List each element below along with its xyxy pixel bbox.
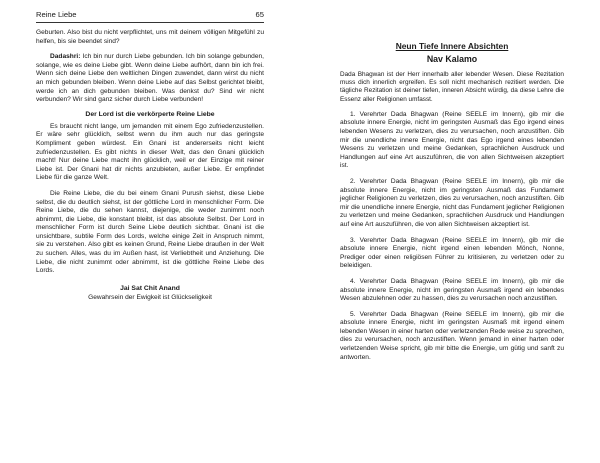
signature-subtitle: Gewahrsein der Ewigkeit ist Glückseligkeit [88,293,212,301]
right-page [300,0,600,463]
intro-paragraph: Dada Bhagwan ist der Herr innerhalb aller lebender Wesen. Diese Rezitation muss dich innerlich ergreifen. Es soll nicht mechanisch rezitiert werden. Die tägliche Rezitation ist deiner tiefen, inneren Absicht würdig, da diese Lehre die Essenz aller Religionen umfasst. [340,71,564,103]
section-title: Der Lord ist die verkörperte Reine Liebe [85,110,215,118]
paragraph: Es braucht nicht lange, um jemanden mit einem Ego zufriedenzustellen. Er wäre sehr glücklich, selbst wenn du ihm auch nur das geringste Kompliment geben würdest. Ein Gnani ist andererseits nicht leicht zufriedenzustellen. Es gibt nichts in dieser Welt, das den Gnani glücklich macht! Nur deine Liebe macht ihn glücklich, weil er der Einzige mit reiner Liebe ist. Der Gnani hat dir nichts anzubieten, außer Liebe. Er empfindet Liebe für die ganze Welt. [36,122,264,182]
page-number: 65 [255,10,264,19]
paragraph: Die Reine Liebe, die du bei einem Gnani Purush siehst, diese Liebe selbst, die du deutlich siehst, ist der göttliche Lord in menschlicher Form. Die Reine Liebe, die du sehen kannst, diejenige, die weder zunimmt noch abnimmt, die Liebe, die konstant bleibt, ist das absolute Selbst. Der Lord in menschlicher Form ist durch Seine Liebe deutlich sichtbar. Gnani ist die unsichtbare, subtile Form des Lords, welche einige Zeit in Anspruch nimmt, sie zu verstehen. Also gibt es keinen Grund, Reine Liebe draußen in der Welt zu suchen. Alles, was du im Außen hast, ist Verliebtheit und Anziehung. Die Liebe, die nicht zunimmt oder abnimmt, ist die göttliche Reine Liebe des Lords. [36,189,264,275]
chapter-subtitle: Nav Kalamo [426,54,478,64]
intention-item-1: 1. Verehrter Dada Bhagwan (Reine SEELE im Innern), gib mir die absolute innere Energie, nicht im geringsten Ausmaß das Ego irgend eines lebenden Wesens zu verletzen, dies zu verursachen, noch anzustiften. Gib mir die unendliche innere Energie, nicht das Ego irgend eines lebenden Wesens zu verletzen und meine Gedanken, sprachlichen Ausdruck und Handlungen auf eine Art auszuführen, die von allen Sichtweisen akzeptiert ist. [340,110,564,170]
intention-item-3: 3. Verehrter Dada Bhagwan (Reine SEELE im Innern), gib mir die absolute innere Energie, nicht irgend einen lebenden Mönch, Nonne, Prediger oder einen religiösen Führer zu kritisieren, zu verletzen oder zu beleidigen. [340,236,564,270]
intention-item-5: 5. Verehrter Dada Bhagwan (Reine SEELE im Innern), gib mir die absolute innere Energie, nicht im geringsten Ausmaß mit irgend einem lebenden Wesen in einer harten oder verletzenden Rede weise zu sprechen, dies zu verursachen, noch anzustiften. Wenn jemand in einer harten oder verletzenden Weise spricht, gib mir bitte die Energie, um gütig und sanft zu antworten. [340,310,564,361]
paragraph-text: Ich bin nur durch Liebe gebunden. Ich bin solange gebunden, solange, wie es deine Liebe gibt. Wenn deine Liebe aufhört, dann bin ich frei. Wenn sich deine Liebe den weltlichen Dingen zuwendet, dann wirst du nicht an mich gebunden bleiben. Wenn deine Liebe auf das Selbst gerichtet bleibt, werde ich an dich gebunden bleiben. Was denkst du? Sind wir nicht verbunden? Wir sind ganz sicher durch Liebe verbunden! [36,53,264,104]
chapter-title: Neun Tiefe Innere Absichten [395,41,509,51]
signature: Jai Sat Chit Anand [120,284,180,292]
paragraph-dadashri [36,53,264,105]
speaker-label: Dadashri: [50,53,81,61]
intention-item-4: 4. Verehrter Dada Bhagwan (Reine SEELE im Innern), gib mir die absolute innere Energie, nicht im geringsten Ausmaß irgend ein lebendes Wesen abzulehnen oder zu hassen, dies zu verursachen noch anzustiften. [340,277,564,303]
page-header [36,10,264,23]
running-title: Reine Liebe [36,10,77,19]
paragraph: Geburten. Also bist du nicht verpflichtet, uns mit deinem völligen Mitgefühl zu helfen, bis sie beendet sind? [36,29,264,45]
intention-item-2: 2. Verehrter Dada Bhagwan (Reine SEELE im Innern), gib mir die absolute innere Energie, nicht im geringsten Ausmaß das Fundament jeglicher Religionen zu verletzen, dies zu verursachen, noch anzustiften. Gib mir die unendliche innere Energie, nicht das Fundament jeglicher Religionen zu verletzen und meine Gedanken, sprachlichen Ausdruck und Handlungen auf eine Art auszuführen, die von allen Sichtweisen akzeptiert ist. [340,177,564,228]
